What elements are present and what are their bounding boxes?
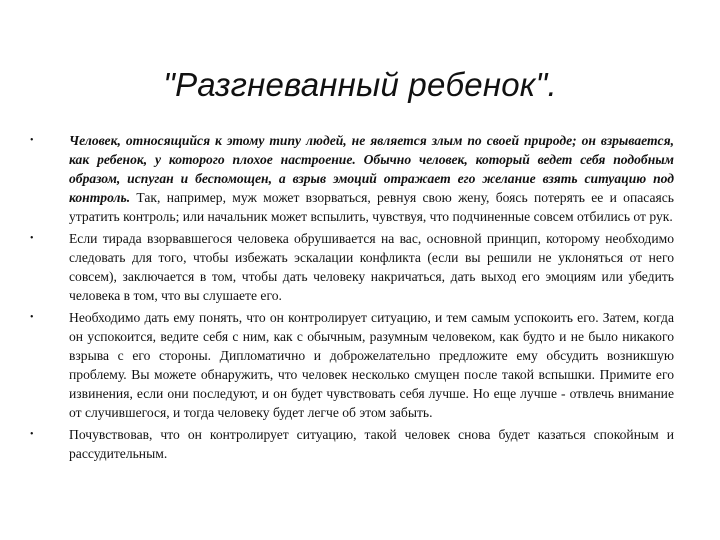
bullet-dot-icon: • [30, 233, 34, 244]
list-item [24, 425, 674, 463]
bullet-list [24, 131, 674, 466]
slide-title: "Разгневанный ребенок". [163, 66, 557, 104]
bullet-emphasis-text: Человек, относящийся к этому типу людей, не является злым по своей природе; он взрывается, как ребенок, у которого плохое настроение. Обычно человек, который ведет себя подобным образом, испуган и беспомощен, а взрыв эмоций отражает его желание взять ситуацию под контроль. [69, 133, 674, 205]
list-item [24, 308, 674, 422]
bullet-text: Необходимо дать ему понять, что он контролирует ситуацию, и тем самым успокоить его. Затем, когда он успокоится, ведите себя с ним, как с обычным, разумным человеком, как будто и не было никакого взрыва с его стороны. Дипломатично и доброжелательно предложите ему обсудить возникшую проблему. Вы можете обнаружить, что человек несколько смущен после такой вспышки. Примите его извинения, если они последуют, и он будет чувствовать себя лучше. Но еще лучше - отвлечь внимание от случившегося, и тогда человеку будет легче об этом забыть. [69, 310, 674, 420]
bullet-text: Так, например, муж может взорваться, ревнуя свою жену, боясь потерять ее и опасаясь утратить контроль; или начальник может вспылить, чувствуя, что подчиненные совсем отбились от рук. [69, 190, 674, 224]
list-item [24, 229, 674, 305]
bullet-text: Если тирада взорвавшегося человека обрушивается на вас, основной принцип, которому необходимо следовать для того, чтобы избежать эскалации конфликта (если вы решили не уклоняться от него совсем), заключается в том, чтобы дать человеку накричаться, дать выход его эмоциям или убедить человека в том, что вы слушаете его. [69, 231, 674, 303]
bullet-dot-icon: • [30, 429, 34, 440]
bullet-dot-icon: • [30, 312, 34, 323]
bullet-text: Почувствовав, что он контролирует ситуацию, такой человек снова будет казаться спокойным и рассудительным. [69, 427, 674, 461]
bullet-dot-icon: • [30, 135, 34, 146]
list-item [24, 131, 674, 226]
